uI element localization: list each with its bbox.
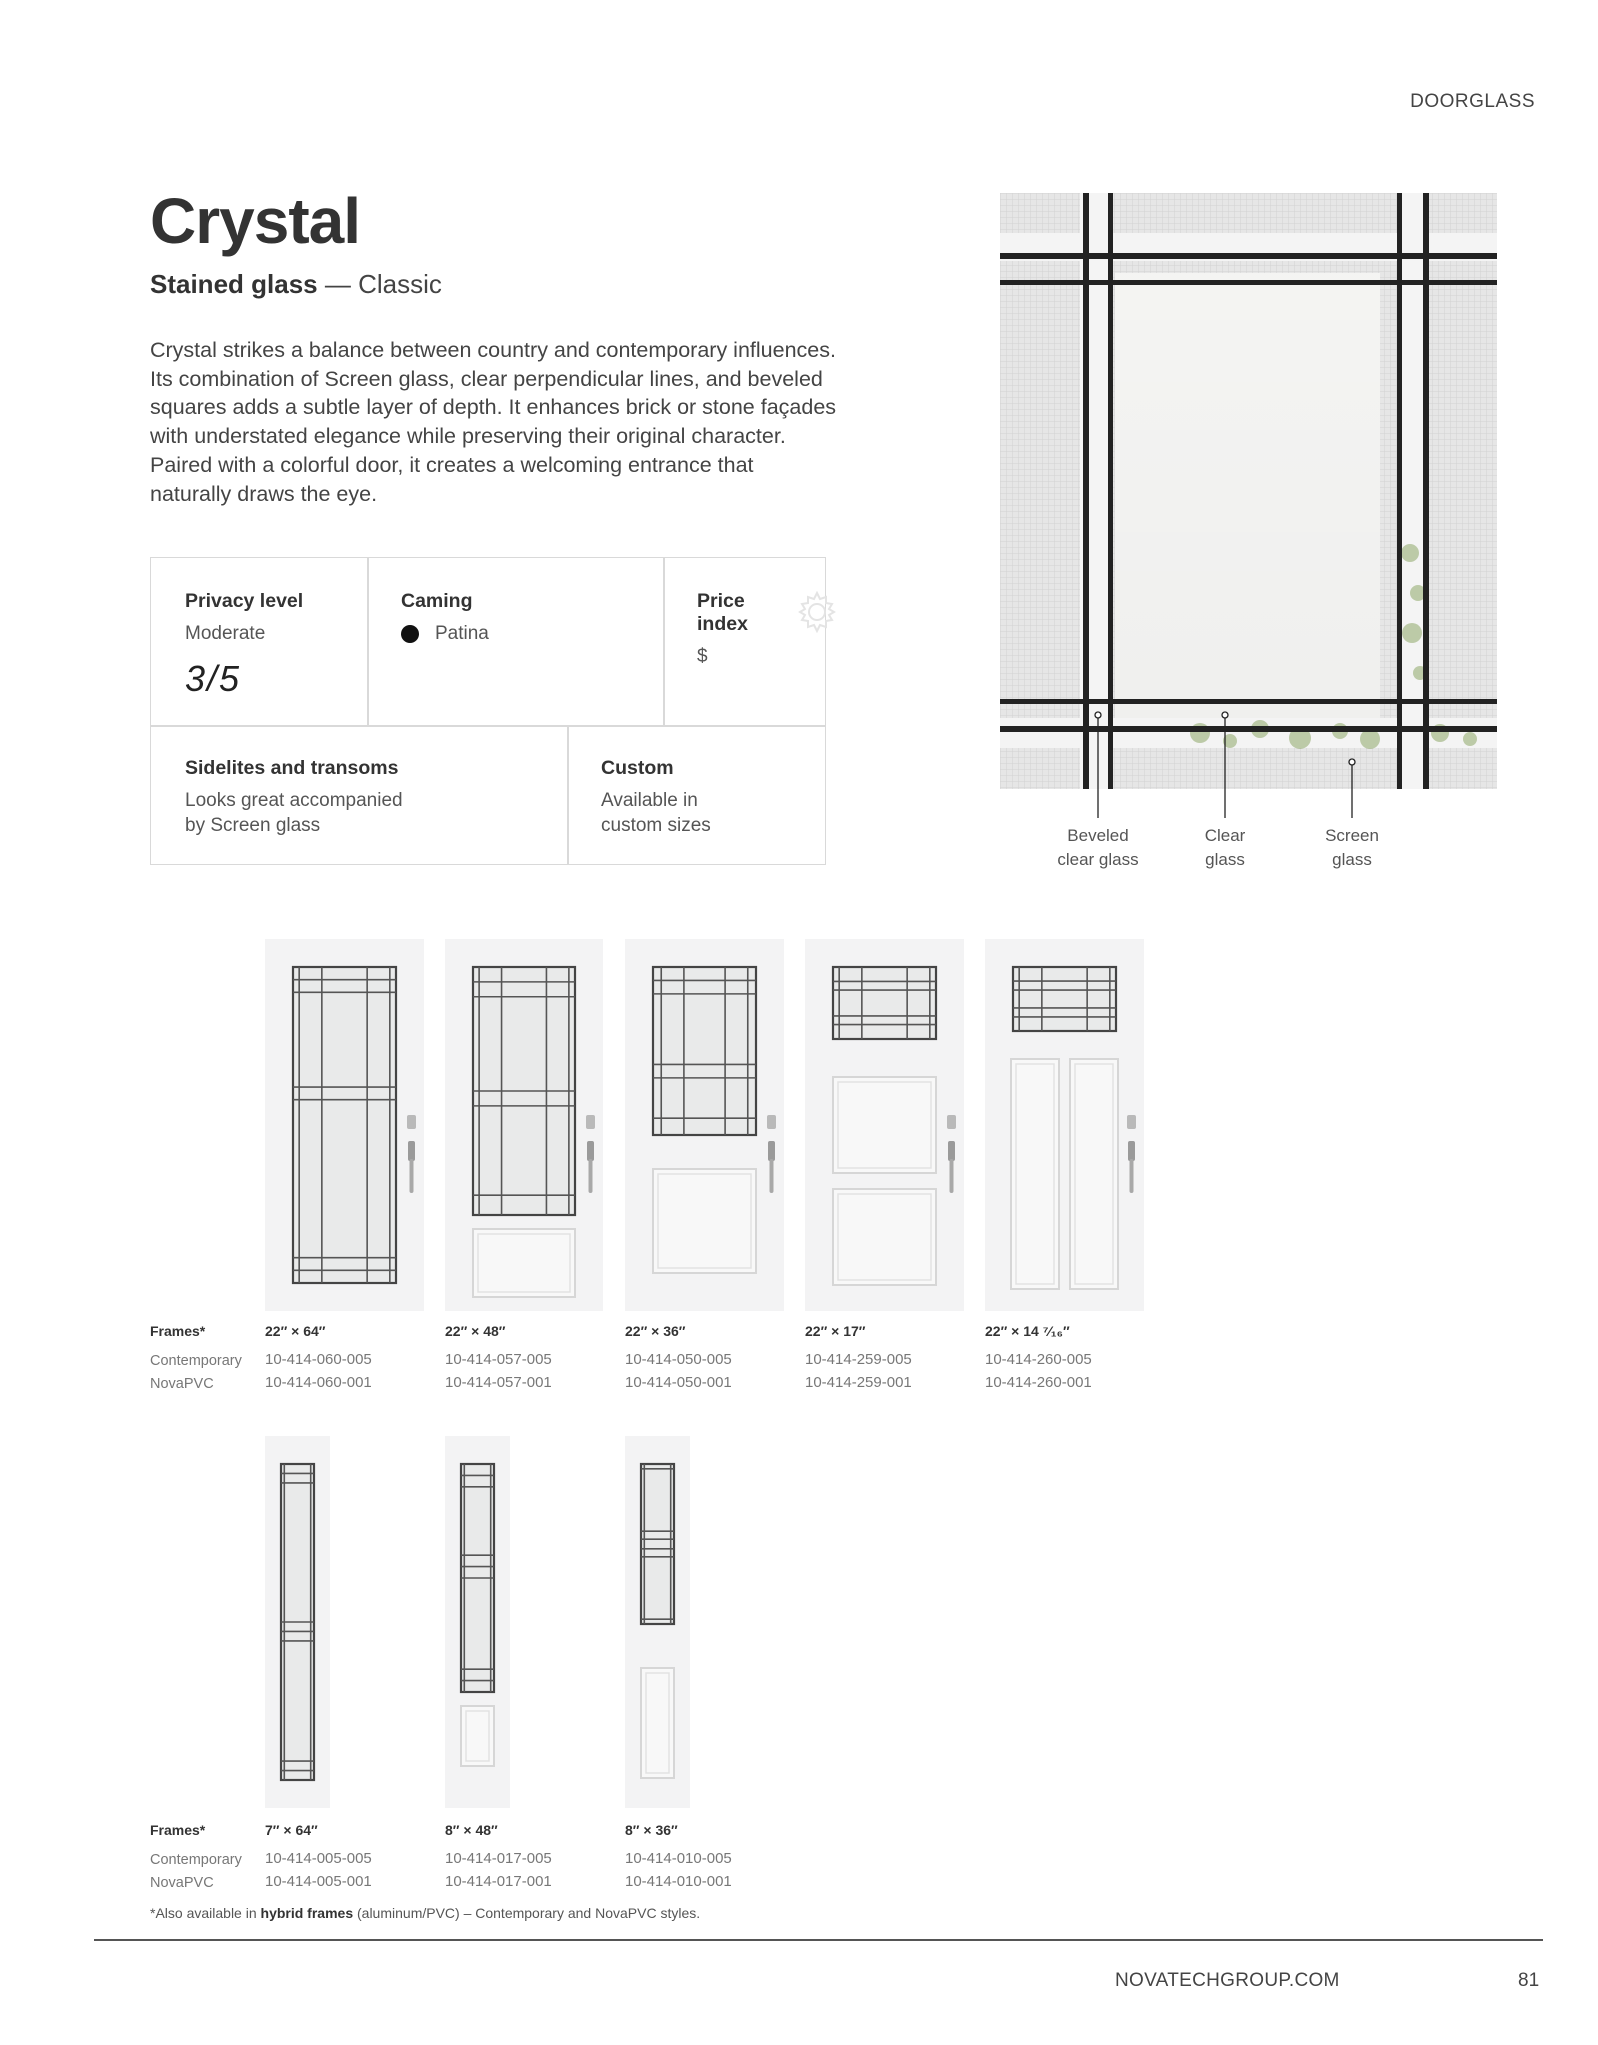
door-1-image — [445, 939, 603, 1311]
callout-clear-glass: Clear glass — [1204, 826, 1246, 869]
product-subtitle — [150, 269, 442, 300]
website-link[interactable]: NOVATECHGROUP.COM — [1115, 1970, 1340, 1991]
sidelite-spec-0: 7″ × 64″ 10-414-005-005 10-414-005-001 — [265, 1822, 372, 1890]
sidelites-cell — [151, 725, 567, 838]
style-labels: Contemporary NovaPVC — [150, 1353, 242, 1392]
frames-label: Frames* — [150, 1323, 206, 1339]
product-type: Stained glass — [150, 269, 318, 299]
sidelite-1-image — [445, 1436, 510, 1808]
door-4-image — [985, 939, 1144, 1311]
footer-rule — [94, 1939, 1543, 1941]
sidelite-spec-2: 8″ × 36″ 10-414-010-005 10-414-010-001 — [625, 1822, 732, 1890]
callout-pointers — [1000, 700, 1497, 830]
privacy-cell — [151, 558, 367, 700]
style-labels-sidelites: Contemporary NovaPVC — [150, 1852, 242, 1891]
custom-cell — [567, 725, 827, 838]
page-number: 81 — [1518, 1970, 1540, 1991]
spec-table — [150, 557, 826, 865]
sidelites-title: Sidelites and transoms — [185, 757, 399, 779]
caming-value: Patina — [435, 623, 489, 644]
custom-value: Available in custom sizes — [601, 790, 711, 836]
door-spec-4: 22″ × 14 ⁷⁄₁₆″ 10-414-260-005 10-414-260-001 — [985, 1323, 1092, 1391]
sidelite-2-image — [625, 1436, 690, 1808]
product-title: Crystal — [150, 185, 360, 257]
door-spec-3: 22″ × 17″ 10-414-259-005 10-414-259-001 — [805, 1323, 912, 1391]
price-title: Price index — [697, 590, 748, 635]
sidelite-0-image — [265, 1436, 330, 1808]
door-spec-2: 22″ × 36″ 10-414-050-005 10-414-050-001 — [625, 1323, 732, 1391]
frames-label-sidelites: Frames* — [150, 1822, 206, 1838]
privacy-value: Moderate — [185, 623, 266, 644]
door-spec-0: 22″ × 64″ 10-414-060-005 10-414-060-001 — [265, 1323, 372, 1391]
caming-cell — [367, 558, 663, 646]
price-value: $ — [697, 646, 708, 667]
privacy-title: Privacy level — [185, 590, 304, 612]
custom-title: Custom — [601, 757, 674, 779]
caming-color-swatch — [401, 625, 419, 643]
gear-icon — [795, 590, 839, 634]
privacy-rating: 3/5 — [185, 658, 242, 699]
sidelites-value: Looks great accompanied by Screen glass — [185, 790, 403, 836]
callout-screen-glass: Screen glass — [1325, 826, 1379, 869]
section-label: DOORGLASS — [1410, 91, 1535, 112]
door-0-image — [265, 939, 424, 1311]
caming-title: Caming — [401, 590, 473, 612]
door-spec-1: 22″ × 48″ 10-414-057-005 10-414-057-001 — [445, 1323, 552, 1391]
door-2-image — [625, 939, 784, 1311]
price-cell — [663, 558, 827, 669]
door-3-image — [805, 939, 964, 1311]
sidelite-spec-1: 8″ × 48″ 10-414-017-005 10-414-017-001 — [445, 1822, 552, 1890]
product-style: — Classic — [317, 269, 442, 299]
product-description: Crystal strikes a balance between country and contemporary influences. Its combination of Screen glass, clear perpendicular lines, and beveled squares adds a subtle layer of depth. It enhances brick or stone façades with understated elegance while preserving their original character. Paired with a colorful door, it creates a welcoming entrance that naturally draws the eye. — [150, 338, 837, 506]
callout-beveled-clear-glass: Beveled clear glass — [1057, 826, 1139, 869]
footnote: *Also available in hybrid frames (aluminum/PVC) – Contemporary and NovaPVC styles. — [150, 1905, 701, 1921]
